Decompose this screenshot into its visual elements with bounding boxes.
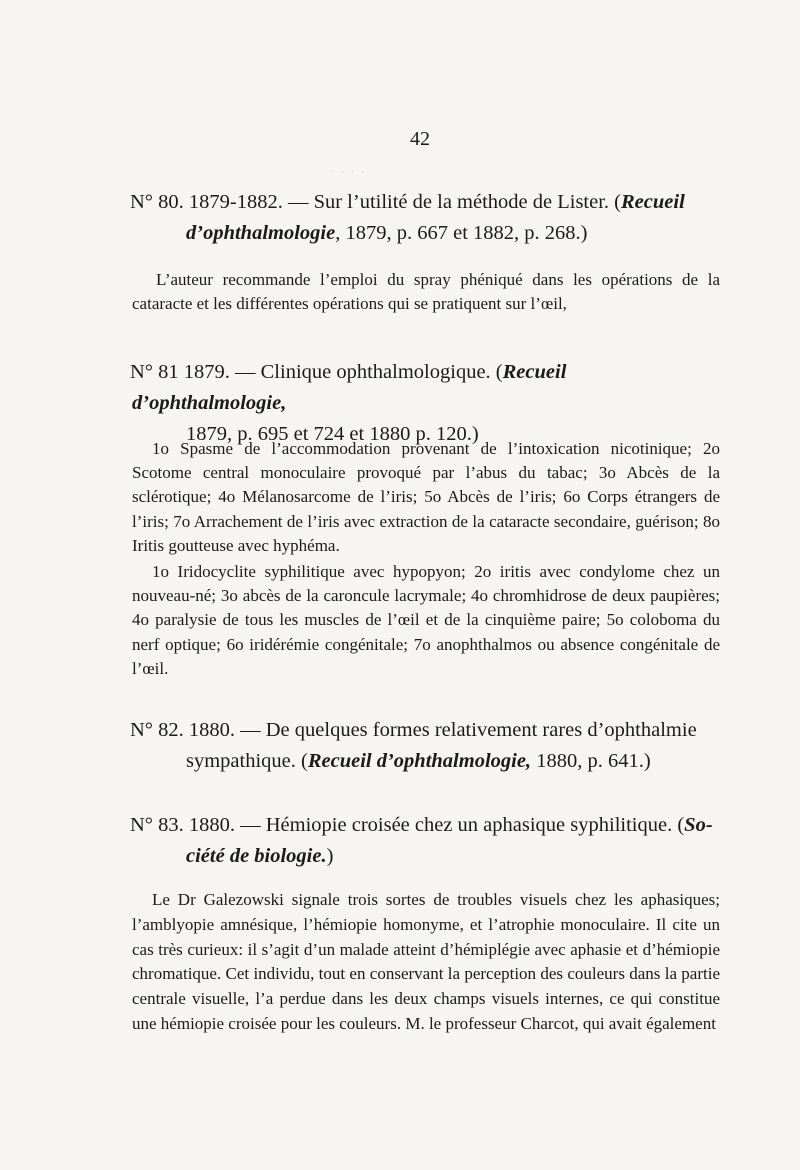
entry-81-body <box>132 437 720 681</box>
entry-83-body <box>132 888 720 1037</box>
page-number: 42 <box>410 128 430 150</box>
bleed-through-text: · · · · <box>330 162 366 181</box>
paragraph: 1o Iridocyclite syphilitique avec hypopyon; 2o iritis avec condylome chez un nouveau-né; 3o abcès de la caroncule lacrymale; 4o chromhidrose de deux paupières; 4o paralysie de tous les muscles de l’œil et de la cinquième paire; 5o coloboma du nerf optique; 6o iridérémie congénitale; 7o anophthalmos ou absence congénitale de l’œil. <box>132 562 720 678</box>
entry-heading: N° 80. 1879-1882. — Sur l’utilité de la méthode de Lister. (Recueil d’ophthalmologie, 1879, p. 667 et 1882, p. 268.) <box>130 191 685 244</box>
entry-80-body <box>132 268 720 316</box>
entry-heading: N° 83. 1880. — Hémiopie croisée chez un aphasique syphilitique. (So- ciété de biologie.) <box>130 814 713 867</box>
entry-heading: N° 82. 1880. — De quelques formes relativement rares d’ophthalmie sympathique. (Recueil d’ophthalmologie, 1880, p. 641.) <box>130 719 697 772</box>
paragraph: 1o Spasme de l’accommodation provenant de l’intoxication nicotinique; 2o Scotome central monoculaire provoqué par l’abus du tabac; 3o Abcès de la sclérotique; 4o Mélanosarcome de l’iris; 5o Abcès de l’iris; 6o Corps étrangers de l’iris; 7o Arrachement de l’iris avec extraction de la cataracte secondaire, guérison; 8o Iritis goutteuse avec hyphéma. <box>132 439 720 555</box>
entry-80 <box>132 187 720 249</box>
paragraph: Le Dr Galezowski signale trois sortes de troubles visuels chez les aphasiques; l’amblyopie amnésique, l’hémiopie homonyme, et l’atrophie monoculaire. Il cite un cas très curieux: il s’agit d’un malade atteint d’hémiplégie avec aphasie et d’hémiopie chromatique. Cet individu, tout en conservant la perception des couleurs dans la partie centrale visuelle, l’a perdue dans les deux champs visuels internes, ce qui constitue une hémiopie croisée pour les couleurs. M. le professeur Charcot, qui avait également <box>132 890 720 1033</box>
paragraph: L’auteur recommande l’emploi du spray phéniqué dans les opérations de la cataracte et les différentes opérations qui se pratiquent sur l’œil, <box>132 270 720 314</box>
entry-83 <box>132 810 720 872</box>
entry-82 <box>132 715 720 777</box>
entry-heading: N° 81 1879. — Clinique ophthalmologique. (Recueil d’ophthalmologie, 1879, p. 695 et 724 et 1880 p. 120.) <box>130 361 567 445</box>
